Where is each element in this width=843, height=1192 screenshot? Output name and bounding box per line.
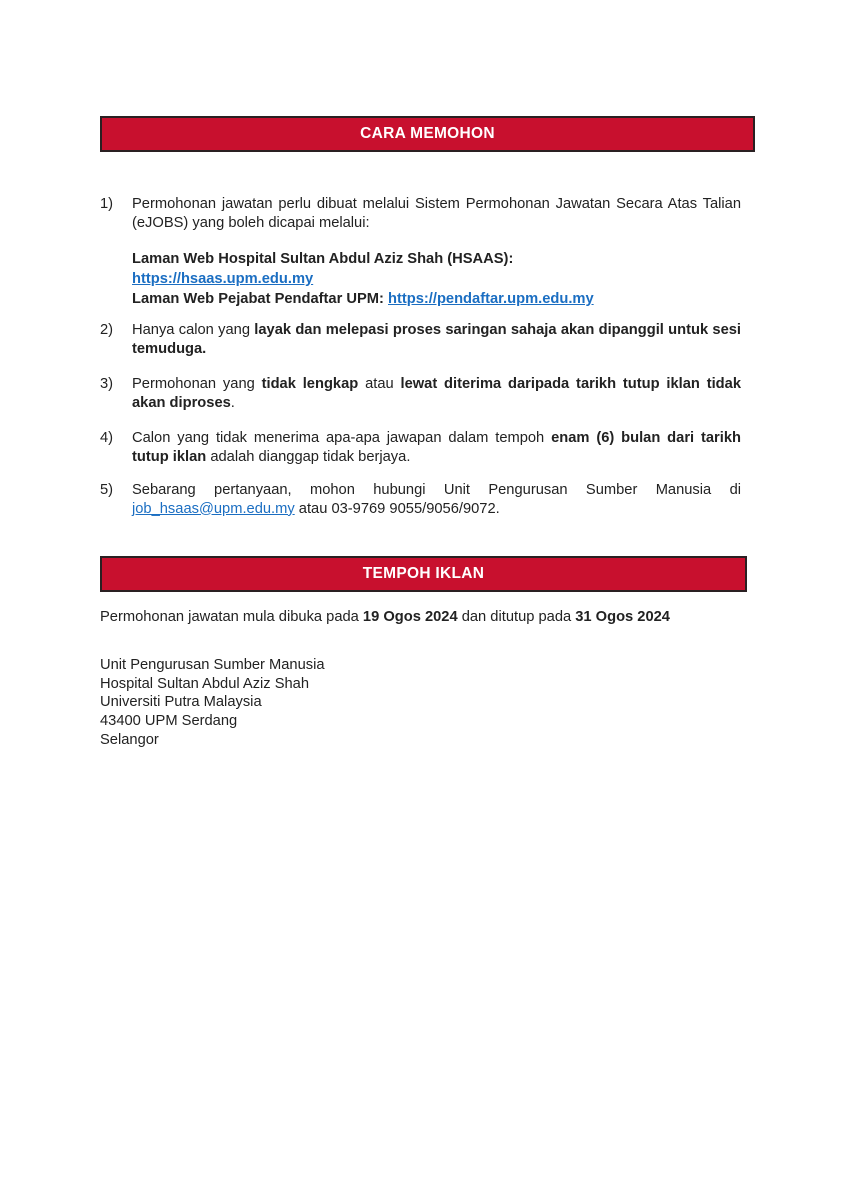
pendaftar-label: Laman Web Pejabat Pendaftar UPM: bbox=[132, 291, 388, 307]
list-item-1 bbox=[100, 195, 741, 232]
list-number-2: 2) bbox=[100, 322, 114, 338]
address-line-state: Selangor bbox=[100, 731, 159, 748]
list-item-2 bbox=[100, 321, 741, 358]
list-item-2-text bbox=[132, 321, 741, 358]
address-block bbox=[100, 656, 500, 750]
address-line-hospital: Hospital Sultan Abdul Aziz Shah bbox=[100, 675, 310, 692]
item4-post: adalah dianggap tidak berjaya. bbox=[206, 448, 411, 465]
item5-post: atau 03-9769 9055/9056/9072. bbox=[294, 500, 500, 517]
list-number-5: 5) bbox=[100, 482, 114, 498]
address-line-unit: Unit Pengurusan Sumber Manusia bbox=[100, 657, 325, 673]
item4-pre: Calon yang tidak menerima apa-apa jawapan dalam tempoh bbox=[132, 430, 552, 446]
list-item-5 bbox=[100, 481, 741, 518]
cara-memohon-banner bbox=[100, 116, 755, 152]
item1-text: Permohonan jawatan perlu dibuat melalui Sistem Permohonan Jawatan Secara Atas Talian (eJOBS) yang boleh dicapai melalui: bbox=[132, 196, 741, 231]
item3-post: . bbox=[230, 394, 235, 411]
address-line-university: Universiti Putra Malaysia bbox=[100, 694, 262, 711]
list-item-1-text bbox=[132, 195, 741, 232]
item3-mid: atau bbox=[358, 376, 401, 392]
links-block bbox=[132, 249, 741, 309]
item5-pre: Sebarang pertanyaan, mohon hubungi Unit Pengurusan Sumber Manusia di bbox=[132, 482, 741, 498]
list-item-4 bbox=[100, 429, 741, 466]
list-number-1: 1) bbox=[100, 196, 114, 212]
tempoh-iklan-banner bbox=[100, 556, 747, 592]
list-item-4-text bbox=[132, 429, 741, 466]
close-date: 31 Ogos 2024 bbox=[575, 609, 670, 625]
open-date: 19 Ogos 2024 bbox=[362, 609, 458, 625]
email-link[interactable]: job_hsaas@upm.edu.my bbox=[132, 500, 295, 517]
list-item-5-text bbox=[132, 481, 741, 518]
list-number-4: 4) bbox=[100, 430, 114, 446]
hsaas-link-line bbox=[132, 269, 741, 289]
address-line-postcode: 43400 UPM Serdang bbox=[100, 713, 238, 730]
hsaas-label-line bbox=[132, 249, 741, 269]
cara-memohon-title: CARA MEMOHON bbox=[360, 124, 495, 142]
pendaftar-link[interactable]: https://pendaftar.upm.edu.my bbox=[388, 291, 594, 307]
item2-pre: Hanya calon yang bbox=[132, 322, 255, 338]
tempoh-line bbox=[100, 608, 780, 627]
hsaas-label: Laman Web Hospital Sultan Abdul Aziz Shah (HSAAS): bbox=[132, 251, 514, 267]
item3-bold1: tidak lengkap bbox=[261, 376, 359, 392]
list-item-3-text bbox=[132, 375, 741, 412]
list-item-3 bbox=[100, 375, 741, 412]
tempoh-iklan-title: TEMPOH IKLAN bbox=[362, 564, 485, 582]
tempoh-pre: Permohonan jawatan mula dibuka pada bbox=[100, 609, 363, 625]
hsaas-link[interactable]: https://hsaas.upm.edu.my bbox=[132, 271, 314, 287]
item4-bold: enam (6) bulan dari tarikh tutup iklan bbox=[132, 430, 741, 465]
pendaftar-line bbox=[132, 289, 741, 309]
item3-bold2: lewat diterima daripada tarikh tutup iklan tidak akan diproses bbox=[132, 376, 741, 411]
list-number-3: 3) bbox=[100, 376, 114, 392]
item2-bold: layak dan melepasi proses saringan sahaja akan dipanggil untuk sesi temuduga. bbox=[132, 322, 741, 357]
item3-pre: Permohonan yang bbox=[132, 376, 262, 392]
tempoh-mid: dan ditutup pada bbox=[457, 609, 576, 625]
